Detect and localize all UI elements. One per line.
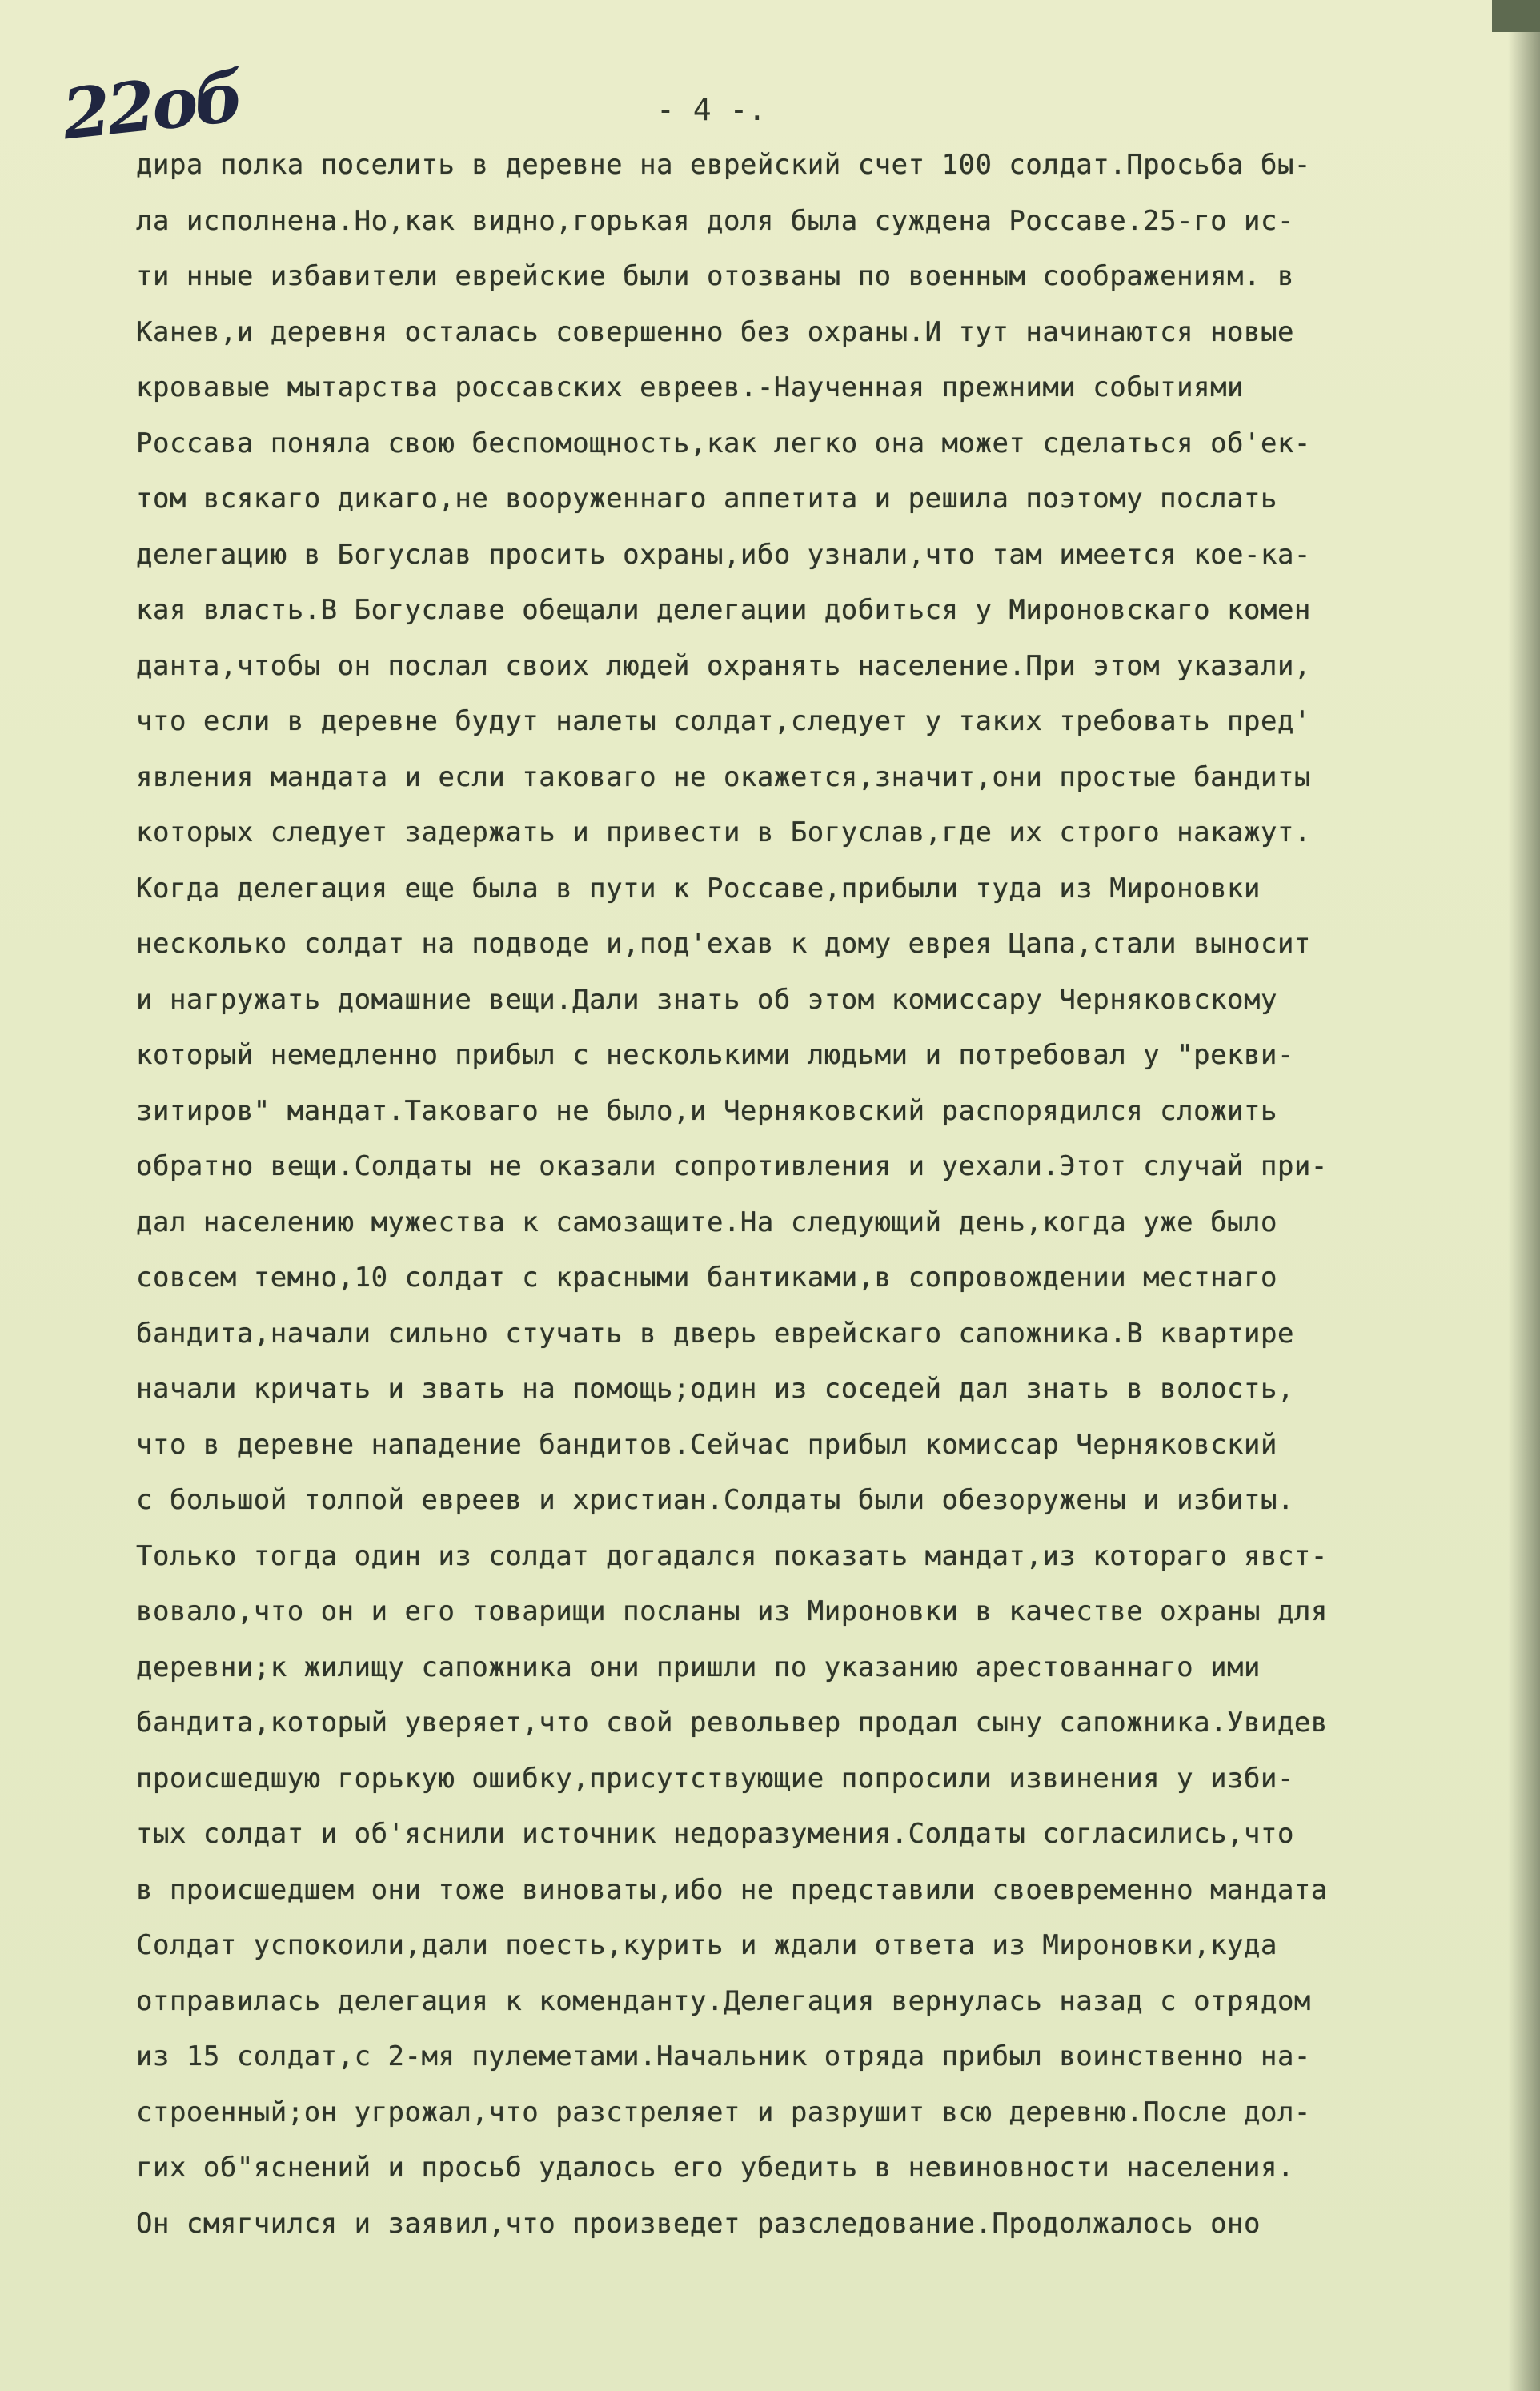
text-line: что в деревне нападение бандитов.Сейчас прибыл комиссар Черняковский	[136, 1428, 1277, 1461]
text-line: что если в деревне будут налеты солдат,следует у таких требовать пред'	[136, 705, 1311, 737]
text-line: из 15 солдат,с 2-мя пулеметами.Начальник отряда прибыл воинственно на-	[136, 2040, 1311, 2072]
text-line: происшедшую горькую ошибку,присутствующие попросили извинения у изби-	[136, 1762, 1294, 1795]
archive-folio-mark: 22об	[58, 56, 245, 156]
text-line: Канев,и деревня осталась совершенно без охраны.И тут начинаются новые	[136, 315, 1294, 348]
text-line: Когда делегация еще была в пути к Россаве,прибыли туда из Мироновки	[136, 872, 1261, 905]
text-line: тых солдат и об'яснили источник недоразумения.Солдаты согласились,что	[136, 1818, 1294, 1850]
text-line: бандита,начали сильно стучать в дверь еврейскаго сапожника.В квартире	[136, 1317, 1294, 1350]
text-line: деревни;к жилищу сапожника они пришли по указанию арестованнаго ими	[136, 1651, 1261, 1683]
text-line: обратно вещи.Солдаты не оказали сопротивления и уехали.Этот случай при-	[136, 1150, 1328, 1182]
text-line: делегацию в Богуслав просить охраны,ибо узнали,что там имеется кое-ка-	[136, 538, 1311, 571]
text-line: данта,чтобы он послал своих людей охранять население.При этом указали,	[136, 649, 1311, 682]
text-line: Россава поняла свою беспомощность,как легко она может сделаться об'ек-	[136, 427, 1311, 459]
text-line: кровавые мытарства россавских евреев.-Наученная прежними событиями	[136, 371, 1245, 403]
text-line: и нагружать домашние вещи.Дали знать об этом комиссару Черняковскому	[136, 983, 1277, 1016]
text-line: зитиров" мандат.Таковаго не было,и Черняковский распорядился сложить	[136, 1094, 1277, 1127]
typewritten-text-body	[136, 138, 1497, 2252]
text-line: Солдат успокоили,дали поесть,курить и ждали ответа из Мироновки,куда	[136, 1929, 1277, 1961]
text-line: дал населению мужества к самозащите.На следующий день,когда уже было	[136, 1206, 1277, 1238]
scan-corner	[1492, 0, 1540, 32]
text-line: несколько солдат на подводе и,под'ехав к дому еврея Цапа,стали выносит	[136, 928, 1311, 960]
text-line: кая власть.В Богуславе обещали делегации добиться у Мироновскаго комен	[136, 594, 1311, 626]
text-line: который немедленно прибыл с несколькими людьми и потребовал у "рекви-	[136, 1039, 1294, 1071]
scan-edge-shadow	[1508, 0, 1540, 2391]
text-line: гих об"яснений и просьб удалось его убедить в невиновности населения.	[136, 2152, 1294, 2184]
text-line: дира полка поселить в деревне на еврейский счет 100 солдат.Просьба бы-	[136, 149, 1311, 181]
text-line: бандита,который уверяет,что свой револьвер продал сыну сапожника.Увидев	[136, 1707, 1328, 1739]
page-number: - 4 -.	[656, 92, 767, 127]
text-line: в происшедшем они тоже виноваты,ибо не представили своевременно мандата	[136, 1873, 1328, 1906]
text-line: Он смягчился и заявил,что произведет разследование.Продолжалось оно	[136, 2207, 1261, 2240]
text-line: совсем темно,10 солдат с красными бантиками,в сопровождении местнаго	[136, 1262, 1277, 1294]
text-line: строенный;он угрожал,что разстреляет и разрушит всю деревню.После дол-	[136, 2096, 1311, 2128]
text-line: явления мандата и если таковаго не окажется,значит,они простые бандиты	[136, 760, 1311, 793]
text-line: Только тогда один из солдат догадался показать мандат,из котораго явст-	[136, 1539, 1328, 1572]
text-line: ла исполнена.Но,как видно,горькая доля была суждена Россаве.25-го ис-	[136, 204, 1294, 237]
text-line: том всякаго дикаго,не вооруженнаго аппетита и решила поэтому послать	[136, 483, 1277, 515]
text-line: ти нные избавители еврейские были отозваны по военным соображениям. в	[136, 260, 1294, 292]
text-line: которых следует задержать и привести в Богуслав,где их строго накажут.	[136, 816, 1311, 848]
text-line: с большой толпой евреев и христиан.Солдаты были обезоружены и избиты.	[136, 1484, 1294, 1516]
text-line: отправилась делегация к коменданту.Делегация вернулась назад с отрядом	[136, 1984, 1311, 2017]
text-line: вовало,что он и его товарищи посланы из Мироновки в качестве охраны для	[136, 1595, 1328, 1627]
text-line: начали кричать и звать на помощь;один из соседей дал знать в волость,	[136, 1373, 1294, 1405]
